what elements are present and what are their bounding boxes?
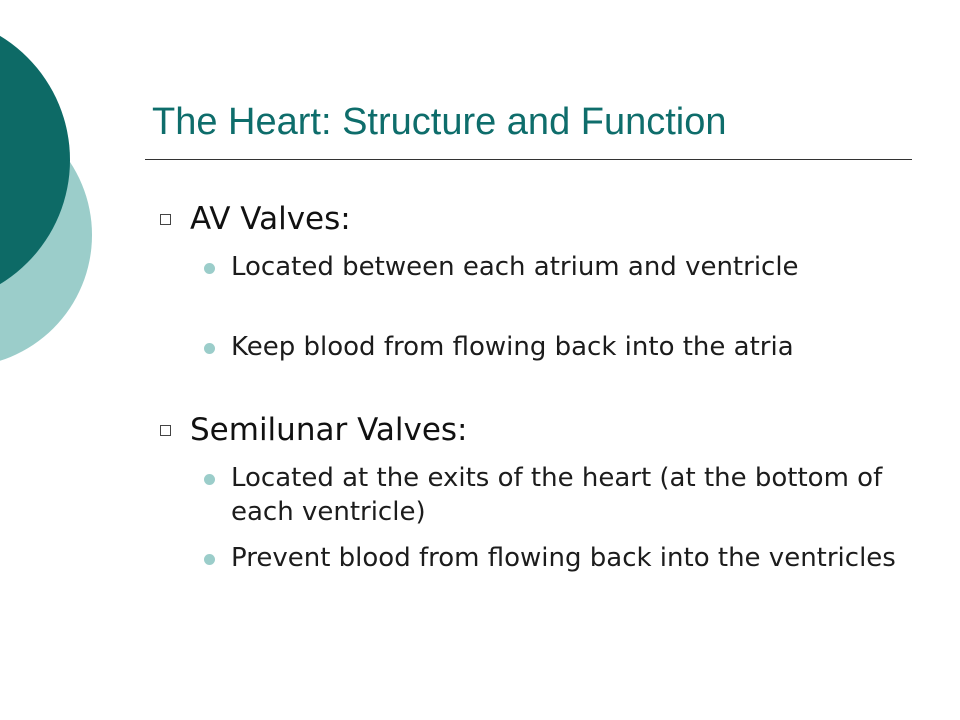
- sub-bullet-text: Prevent blood from flowing back into the ventricles: [231, 543, 896, 573]
- square-bullet-icon: [160, 425, 171, 436]
- sub-bullet-text: Located between each atrium and ventricle: [231, 252, 799, 282]
- round-bullet-icon: [204, 474, 215, 485]
- round-bullet-icon: [204, 263, 215, 274]
- slide-title: The Heart: Structure and Function: [152, 101, 727, 143]
- sub-bullet-text: Located at the exits of the heart (at the bottom of each ventricle): [231, 463, 883, 527]
- round-bullet-icon: [204, 343, 215, 354]
- bullet-semilunar-valves: [160, 410, 468, 450]
- bullet-heading: AV Valves:: [190, 201, 351, 237]
- sub-bullet-text: Keep blood from flowing back into the atria: [231, 332, 794, 362]
- square-bullet-icon: [160, 214, 171, 225]
- round-bullet-icon: [204, 554, 215, 565]
- bullet-av-valves: [160, 199, 351, 239]
- bullet-heading: Semilunar Valves:: [190, 412, 468, 448]
